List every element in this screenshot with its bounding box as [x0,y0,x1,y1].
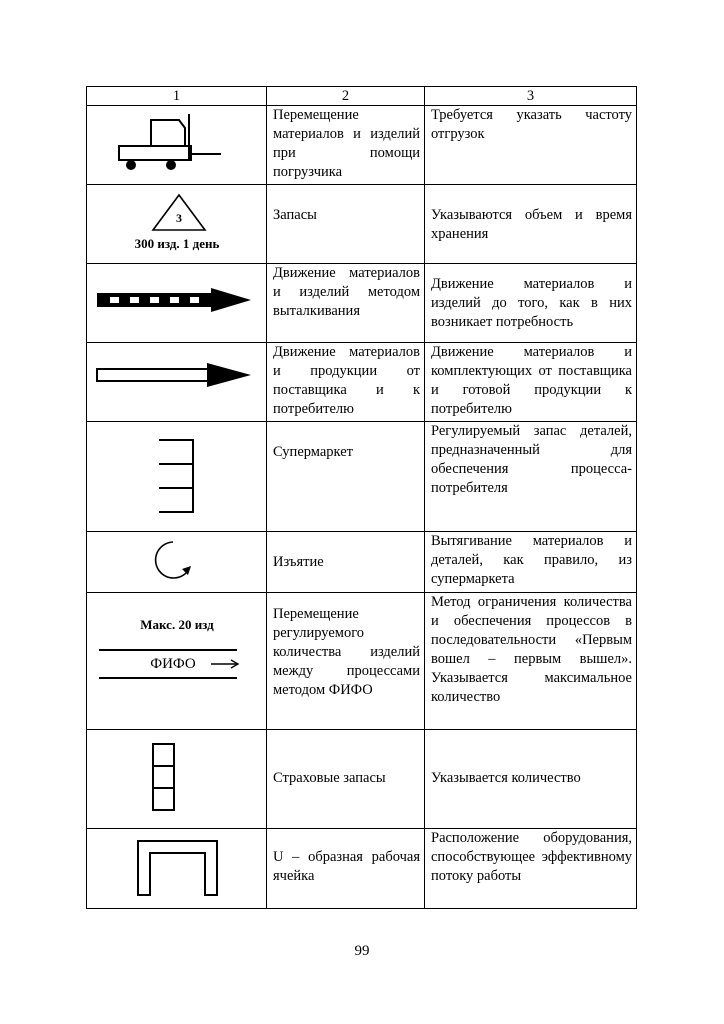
table-row [87,422,637,532]
withdrawal-icon [87,532,267,592]
symbol-cell [87,532,267,593]
description-cell: Расположение оборудования, способствующее эффективному потоку работы [425,829,637,909]
table-row [87,532,637,593]
name-cell: Движение материалов и изделий методом выталкивания [267,264,425,343]
description-cell: Указывается количество [425,730,637,829]
description-cell: Требуется указать частоту отгрузок [425,106,637,185]
forklift-icon [87,106,267,184]
header-cell-3: 3 [425,87,637,106]
push-arrow-icon [87,264,267,342]
description-cell: Метод ограничения количества и обеспечения процессов в последовательности «Первым вошел – первым вышел». Указывается максимальное количество [425,593,637,730]
inventory-caption: 300 изд. 1 день [134,236,220,251]
inventory-number: 3 [176,211,182,225]
table-header-row [87,87,637,106]
u-cell-icon [87,829,267,907]
description-cell: Указываются объем и время хранения [425,185,637,264]
name-cell: Движение материалов и продукции от поставщика и к потребителю [267,343,425,422]
name-cell: U – образная рабочая ячейка [267,829,425,909]
fifo-max-caption: Макс. 20 изд [140,617,214,632]
name-cell: Перемещение материалов и изделий при помощи погрузчика [267,106,425,185]
page-number: 99 [354,943,370,959]
shipment-arrow-icon [87,343,267,421]
header-cell-1: 1 [87,87,267,106]
table-row [87,106,637,185]
symbol-cell [87,185,267,264]
table-row [87,829,637,909]
description-cell: Вытягивание материалов и деталей, как правило, из супермаркета [425,532,637,593]
symbol-cell [87,264,267,343]
symbol-cell [87,106,267,185]
symbol-cell [87,422,267,532]
name-cell: Супермаркет [267,422,425,532]
name-cell: Запасы [267,185,425,264]
symbol-cell [87,829,267,909]
symbol-cell [87,730,267,829]
name-cell: Перемещение регулируемого количества изделий между процессами методом ФИФО [267,593,425,730]
safety-stock-icon [87,730,267,828]
table-row [87,185,637,264]
description-cell: Движение материалов и изделий до того, как в них возникает потребность [425,264,637,343]
fifo-lane-icon [87,593,267,729]
symbol-cell [87,593,267,730]
vsm-symbols-table [86,86,637,909]
header-cell-2: 2 [267,87,425,106]
table-row [87,593,637,730]
inventory-triangle-icon [87,185,267,263]
table-row [87,264,637,343]
description-cell: Движение материалов и комплектующих от поставщика и готовой продукции к потребителю [425,343,637,422]
description-cell: Регулируемый запас деталей, предназначенный для обеспечения процесса-потребителя [425,422,637,532]
table-row [87,343,637,422]
symbol-cell [87,343,267,422]
supermarket-icon [87,422,267,530]
name-cell: Страховые запасы [267,730,425,829]
name-cell: Изъятие [267,532,425,593]
fifo-label: ФИФО [150,656,196,672]
table-row [87,730,637,829]
